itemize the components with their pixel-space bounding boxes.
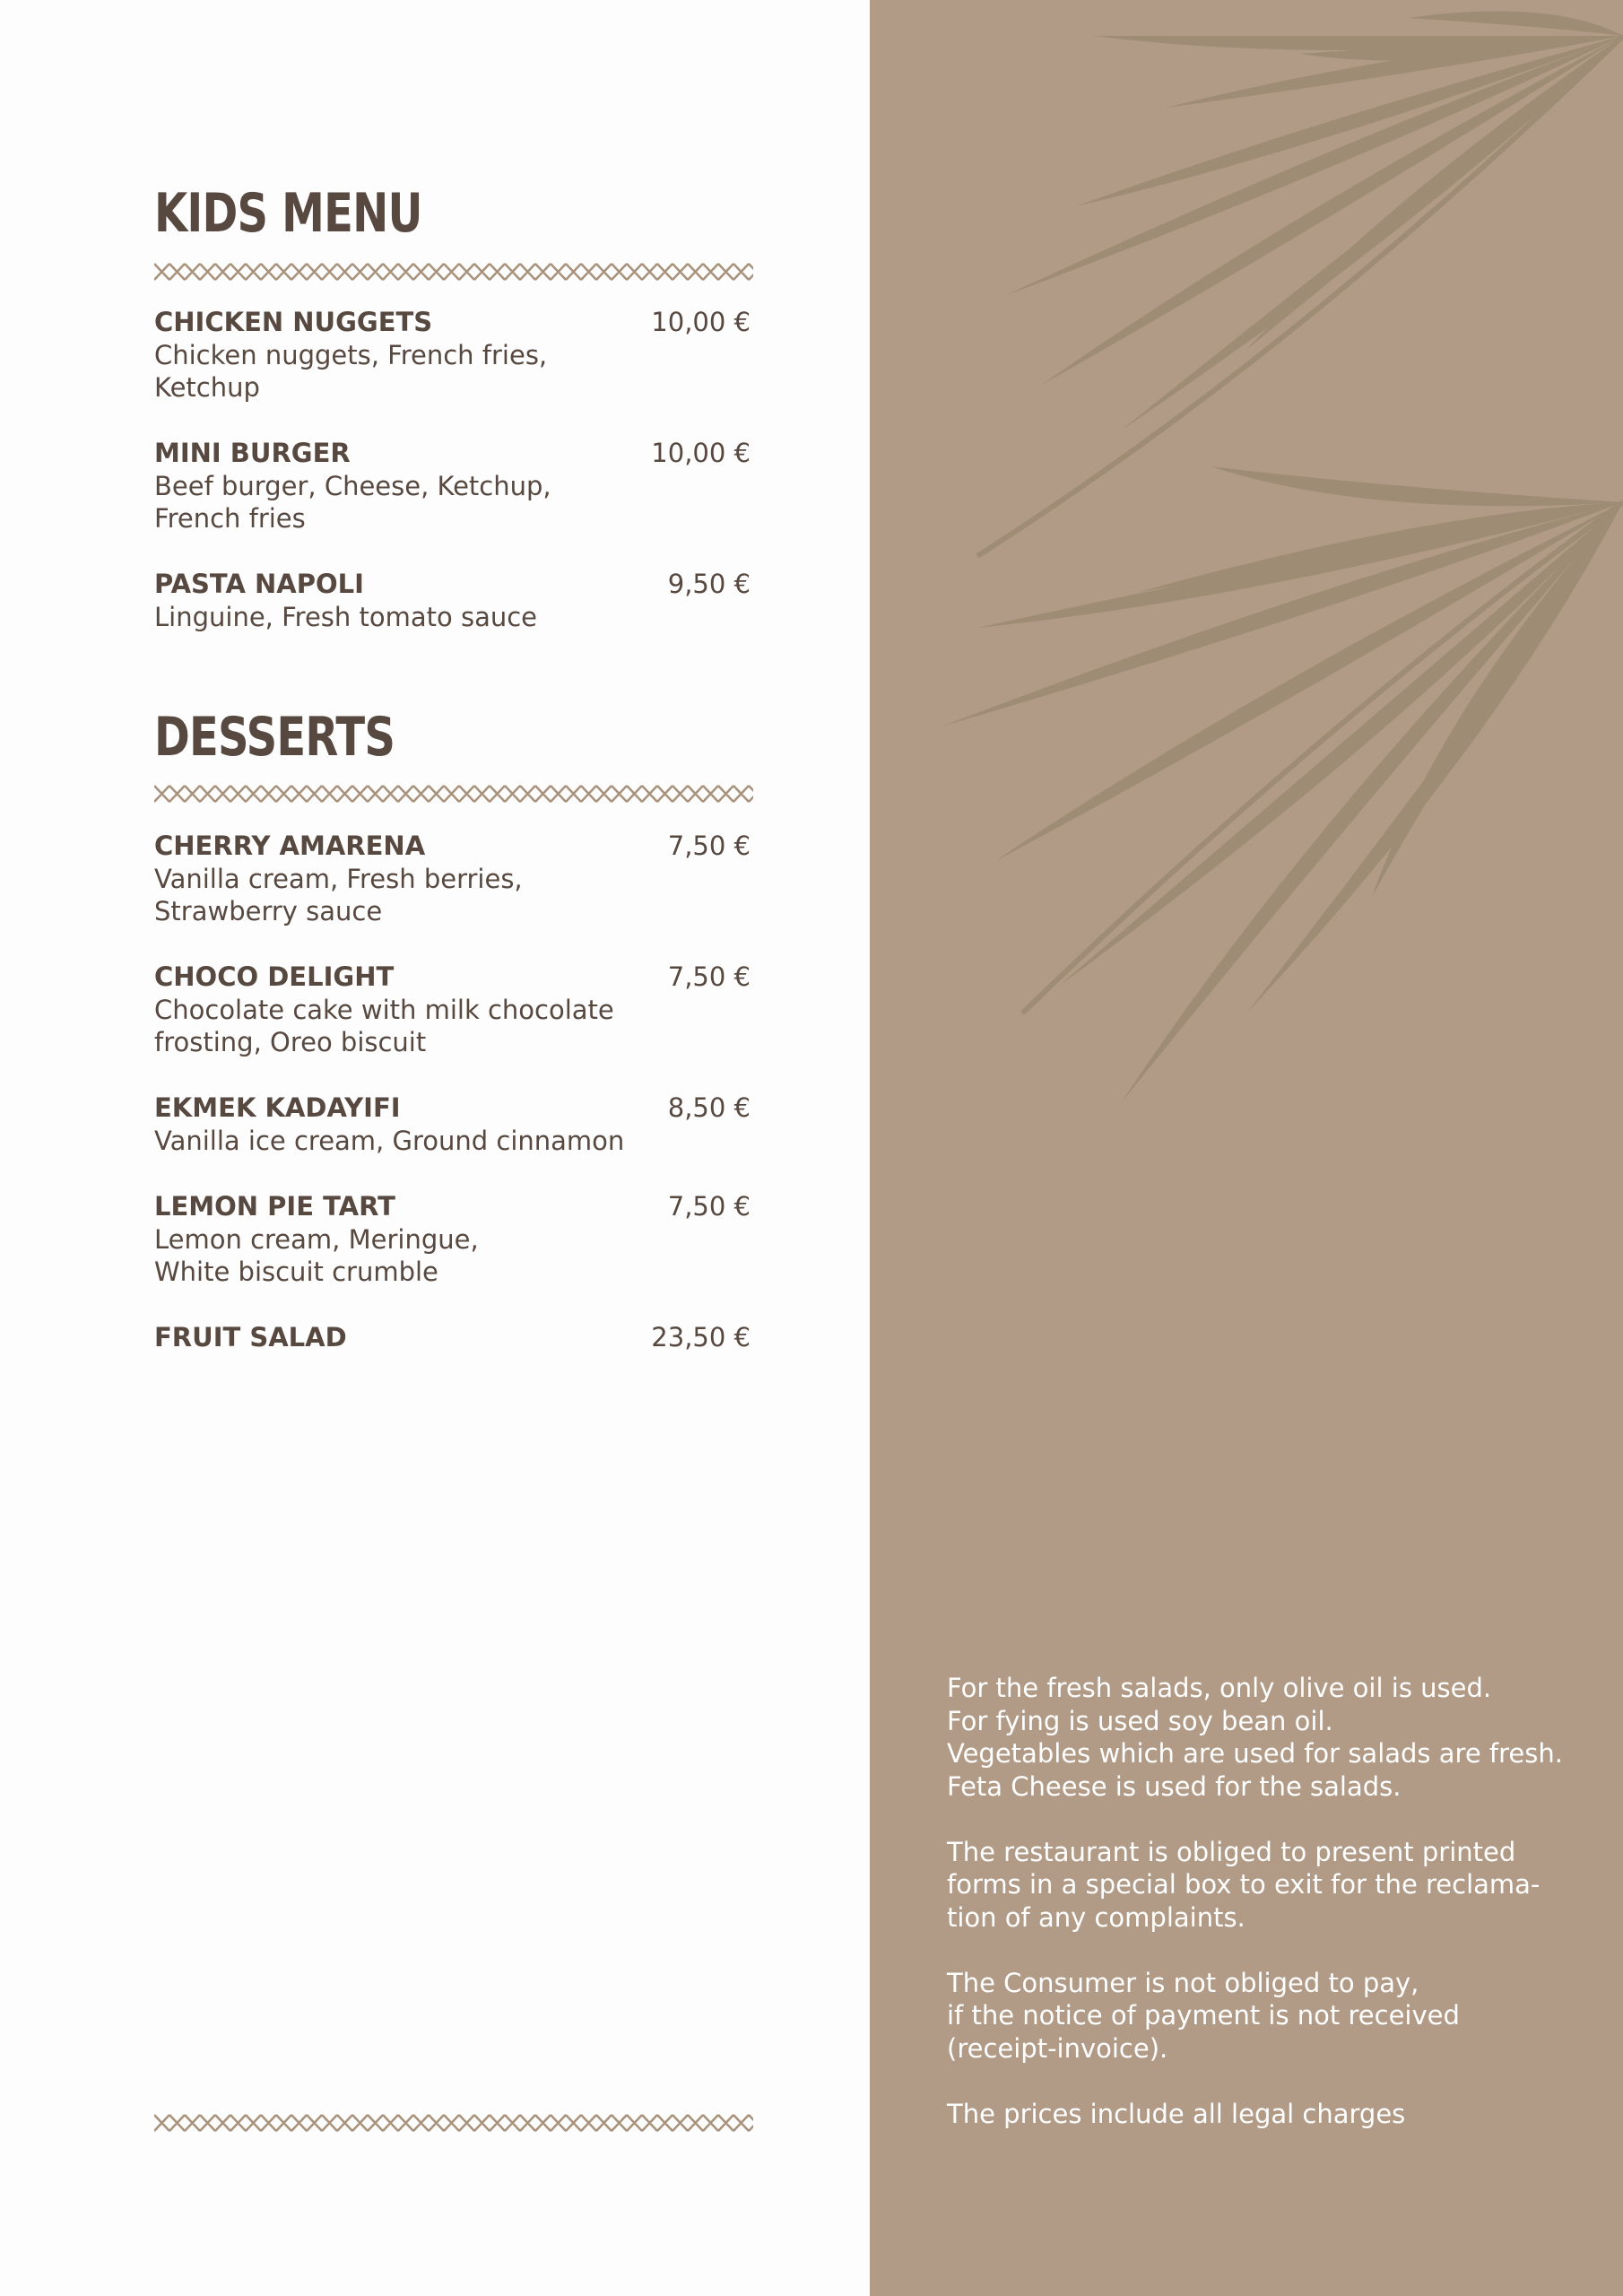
menu-item-lemon-pie-tart xyxy=(154,1189,751,1288)
notes-paragraph: The restaurant is obliged to present printed forms in a special box to exit for the reclama- tion of any complaints. xyxy=(947,1836,1541,1933)
menu-item-ekmek-kadayifi xyxy=(154,1091,751,1157)
item-price: 10,00 € xyxy=(651,307,751,337)
notes-paragraph: The prices include all legal charges xyxy=(947,2098,1406,2129)
item-description: Linguine, Fresh tomato sauce xyxy=(154,602,538,632)
desserts-title: DESSERTS xyxy=(154,706,395,769)
palm-leaf-decoration xyxy=(870,0,1623,1256)
item-price: 8,50 € xyxy=(667,1092,751,1123)
item-name: MINI BURGER xyxy=(154,438,351,468)
menu-item-chicken-nuggets xyxy=(154,305,751,404)
menu-item-mini-burger xyxy=(154,436,751,535)
item-price: 23,50 € xyxy=(651,1322,751,1352)
kids-menu-title: KIDS MENU xyxy=(154,182,422,245)
item-description: Lemon cream, Meringue, White biscuit crumble xyxy=(154,1224,479,1287)
item-description: Chocolate cake with milk chocolate frosting, Oreo biscuit xyxy=(154,995,614,1057)
item-price: 9,50 € xyxy=(667,569,751,599)
menu-item-choco-delight xyxy=(154,960,751,1058)
item-price: 7,50 € xyxy=(667,1191,751,1222)
zigzag-divider xyxy=(154,784,753,804)
item-name: CHERRY AMARENA xyxy=(154,831,426,861)
item-price: 7,50 € xyxy=(667,831,751,861)
item-name: CHICKEN NUGGETS xyxy=(154,307,433,337)
item-name: FRUIT SALAD xyxy=(154,1322,347,1352)
menu-notes xyxy=(947,1672,1575,2163)
item-name: CHOCO DELIGHT xyxy=(154,961,395,992)
zigzag-divider xyxy=(154,2113,753,2133)
item-description: Beef burger, Cheese, Ketchup, French fries xyxy=(154,471,551,534)
item-name: PASTA NAPOLI xyxy=(154,569,364,599)
item-description: Vanilla cream, Fresh berries, Strawberry sauce xyxy=(154,864,523,926)
item-description: Vanilla ice cream, Ground cinnamon xyxy=(154,1126,625,1156)
item-description: Chicken nuggets, French fries, Ketchup xyxy=(154,340,548,403)
menu-item-cherry-amarena xyxy=(154,829,751,927)
menu-item-pasta-napoli xyxy=(154,567,751,633)
item-name: LEMON PIE TART xyxy=(154,1191,395,1222)
notes-paragraph: The Consumer is not obliged to pay, if the notice of payment is not received (receipt-invoice). xyxy=(947,1967,1460,2064)
menu-item-fruit-salad xyxy=(154,1320,751,1354)
item-price: 7,50 € xyxy=(667,961,751,992)
item-name: EKMEK KADAYIFI xyxy=(154,1092,401,1123)
zigzag-divider xyxy=(154,262,753,282)
item-price: 10,00 € xyxy=(651,438,751,468)
notes-paragraph: For the fresh salads, only olive oil is used. For fying is used soy bean oil. Vegetables which are used for salads are fresh. Feta Cheese is used for the salads. xyxy=(947,1673,1563,1802)
